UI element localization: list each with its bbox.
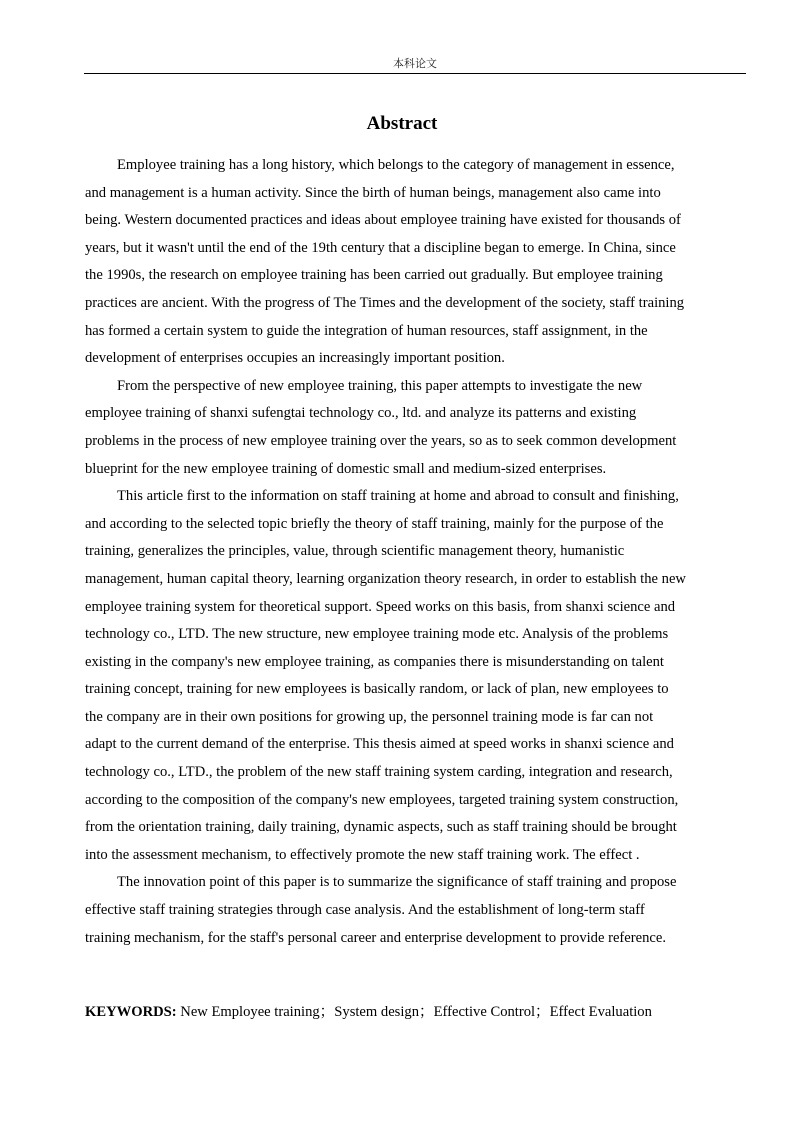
keywords-line [85, 1000, 747, 1024]
header-rule [84, 73, 746, 74]
abstract-paragraph-1: Employee training has a long history, which belongs to the category of management in essence, and management is a human activity. Since the birth of human beings, management also came into being. Western documented practices and ideas about employee training have existed for thousands of years, but it wasn't until the end of the 19th century that a discipline began to emerge. In China, since the 1990s, the research on employee training has been carried out gradually. But employee training practices are ancient. With the progress of The Times and the development of the society, staff training has formed a certain system to guide the integration of human resources, staff assignment, in the development of enterprises occupies an increasingly important position. [85, 157, 685, 367]
keywords-label: KEYWORDS: [85, 1004, 177, 1020]
abstract-body [85, 152, 747, 952]
abstract-paragraph-3: This article first to the information on staff training at home and abroad to consult and finishing, and according to the selected topic briefly the theory of staff training, mainly for the purpose of the training, generalizes the principles, value, through scientific management theory, humanistic management, human capital theory, learning organization theory research, in order to establish the new employee training system for theoretical support. Speed works on this basis, from shanxi science and technology co., LTD. The new structure, new employee training mode etc. Analysis of the problems existing in the company's new employee training, as companies there is misunderstanding on talent training concept, training for new employees is basically random, or lack of plan, new employees to the company are in their own positions for growing up, the personnel training mode is far can not adapt to the current demand of the enterprise. This thesis aimed at speed works in shanxi science and technology co., LTD., the problem of the new staff training system carding, integration and research, according to the composition of the company's new employees, targeted training system construction, from the orientation training, daily training, dynamic aspects, such as staff training should be brought into the assessment mechanism, to effectively promote the new staff training work. The effect . [85, 488, 686, 863]
abstract-paragraph-2: From the perspective of new employee training, this paper attempts to investigate the new employee training of shanxi sufengtai technology co., ltd. and analyze its patterns and existing problems in the process of new employee training over the years, so as to seek common development blueprint for the new employee training of domestic small and medium-sized enterprises. [85, 377, 677, 477]
running-header: 本科论文 [393, 57, 437, 70]
abstract-paragraph-4: The innovation point of this paper is to summarize the significance of staff training and propose effective staff training strategies through case analysis. And the establishment of long-term staff training mechanism, for the staff's personal career and enterprise development to provide reference. [85, 874, 677, 946]
abstract-title: Abstract [366, 113, 438, 134]
keywords-text: New Employee training；System design；Effective Control；Effect Evaluation [176, 1004, 652, 1020]
